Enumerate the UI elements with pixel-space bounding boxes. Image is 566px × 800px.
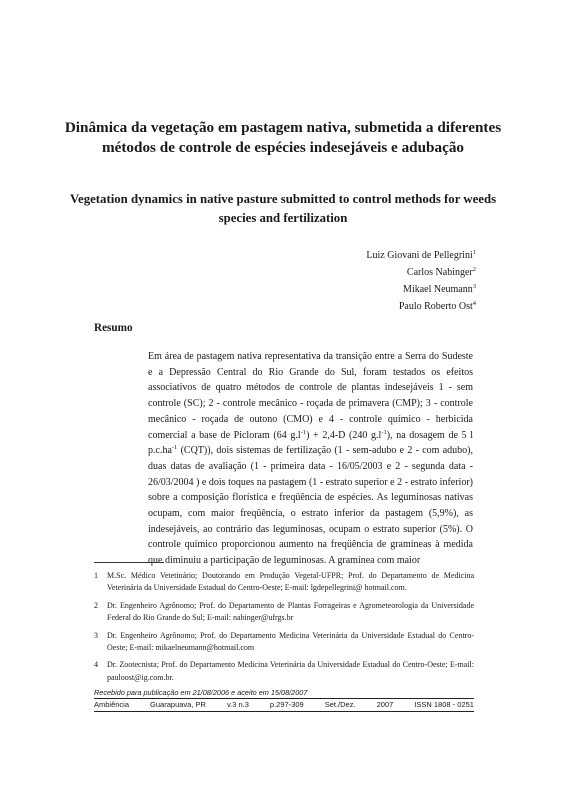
- footer-year: 2007: [376, 700, 394, 709]
- footnotes: [94, 570, 474, 689]
- footer-journal: Ambiência: [94, 700, 130, 709]
- author-1: Luiz Giovani de Pellegrini$^1$: [366, 249, 476, 261]
- footnote-3: 3 Dr. Engenheiro Agrônomo; Prof. do Departamento Medicina Veterinária da Universidade Estadual do Centro-Oeste; E-mail: mikaelneumann@hotmail.com: [94, 630, 474, 653]
- author-list: [366, 247, 476, 315]
- received-date-note: Recebido para publicação em 21/08/2006 e aceito em 15/08/2007: [94, 688, 308, 697]
- footnote-divider: [94, 562, 164, 563]
- footnote-1: 1 M.Sc. Médico Vetetinário; Doutorando em Produção Vegetal-UFPR; Prof. do Departamento de Medicina Veterinária da Universidade Estadual do Centro-Oeste; E-mail: lgdepellegrini@ hotmail.com.: [94, 571, 474, 593]
- footer-month: Set./Dez.: [324, 700, 356, 709]
- footer-issn: ISSN 1808 - 0251: [414, 700, 474, 709]
- footer-city: Guarapuava, PR: [150, 700, 206, 709]
- footer-top-rule: [94, 698, 474, 699]
- author-3: Mikael Neumann$^3$: [403, 283, 476, 295]
- resumo-heading: Resumo: [94, 322, 133, 334]
- footer-bottom-rule: [94, 711, 474, 712]
- footer-volume: v.3 n.3: [226, 700, 249, 709]
- article-title-portuguese: Dinâmica da vegetação em pastagem nativa, submetida a diferentes métodos de controle de espécies indesejáveis e adubação: [64, 119, 502, 156]
- journal-footer: [94, 700, 474, 709]
- author-3-affiliation-mark: 3: [472, 283, 476, 290]
- author-2-affiliation-mark: 2: [472, 266, 476, 273]
- author-1-affiliation-mark: 1: [472, 249, 476, 256]
- abstract-body: Em área de pastagem nativa representativa da transição entre a Serra do Sudeste e a Depressão Central do Rio Grande do Sul, foram testados os efeitos associativos de quatro métodos de controle de plantas indesejáveis 1 - sem controle (SC); 2 - controle mecânico - roçada de primavera (CMP); 3 - controle mecânico - roçada de outono (CMO) e 4 - controle químico - herbicida comercial a base de Picloram (64 $g.l^{-1}) + 2,4-D$ (240 $g.l^{-1}$), na dosagem de 5 l $p.c.ha^{-1}$ (CQT)), dois sistemas de fertilização (1 - sem-adubo e 2 - com adubo), duas datas de avaliação (1 - primeira data - 16/05/2003 e 2 - segunda data - 26/03/2004 ) e dois toques na pastagem (1 - estrato superior e 2 - estrato inferior) sobre a composição florística e freqüência de espécies. As leguminosas nativas ocupam, com maior freqüência, o estrato inferior da pastagem (5,9%), as indesejáveis, ao contrário das leguminosas, ocupam o estrato superior (5%). O controle químico proporcionou aumento na freqüência de gramíneas à medida que diminuiu a participação de leguminosas. A gramínea com maior: [148, 351, 473, 567]
- author-2: Carlos Nabinger$^2$: [406, 266, 476, 278]
- footnote-4: 4 Dr. Zootecnista; Prof. do Departamento Medicina Veterinária da Universidade Estadual do Centro-Oeste; E-mail: pauloost@ig.com.br.: [94, 660, 474, 682]
- author-4: Paulo Roberto Ost$^4$: [398, 300, 476, 312]
- article-title-english: Vegetation dynamics in native pasture submitted to control methods for weeds species and fertilization: [69, 192, 497, 225]
- footer-pages: p.297-309: [269, 700, 304, 709]
- footnote-2: 2 Dr. Engenheiro Agrônomo; Prof. do Departamento de Plantas Forrageiras e Agrometeorologia da Universidade Federal do Rio Grande do Sul; E-mail: nabinger@ufrgs.br: [94, 600, 474, 623]
- author-4-affiliation-mark: 4: [472, 300, 476, 307]
